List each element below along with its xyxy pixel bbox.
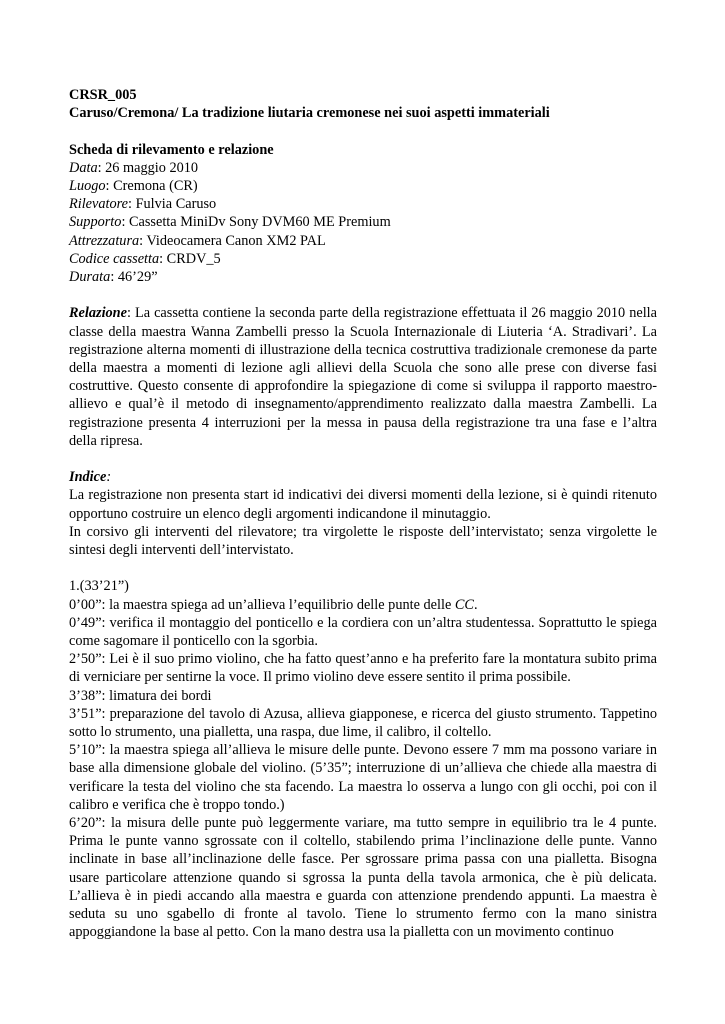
document-title: Caruso/Cremona/ La tradizione liutaria cremonese nei suoi aspetti immateriali	[69, 105, 550, 122]
entry-0250: 2’50”: Lei è il suo primo violino, che ha fatto quest’anno e ha preferito fare la montatura subito prima di verniciare per sentirne la voce. Il primo violino deve essere sentito il prima possibile.	[69, 651, 657, 686]
entry-0000: 0’00”: la maestra spiega ad un’allieva l’equilibrio delle punte delle CC.	[69, 596, 478, 613]
indice-intro-1: La registrazione non presenta start id indicativi dei diversi momenti della lezione, si è quindi ritenuto opportuno costruire un elenco degli argomenti indicandone il minutaggio.	[69, 487, 657, 522]
entry-0510: 5’10”: la maestra spiega all’allieva le misure delle punte. Devono essere 7 mm ma possono variare in base alla dimensione globale del violino. (5’35”; interruzione di un’allieva che chiede alla maestra di verificare la testa del violino che sta facendo. La maestra lo osserva a lungo con gli occhi, poi con il calibro e verifica che è troppo tondo.)	[69, 742, 657, 813]
field-supporto: Supporto: Cassetta MiniDv Sony DVM60 ME Premium	[69, 214, 391, 231]
entry-0338: 3’38”: limatura dei bordi	[69, 687, 212, 704]
indice-heading: Indice:	[69, 469, 112, 486]
field-data: Data: 26 maggio 2010	[69, 159, 199, 176]
document-page	[69, 86, 657, 941]
scheda-fields	[69, 159, 657, 286]
document-code: CRSR_005	[69, 87, 137, 103]
field-codice-cassetta: Codice cassetta: CRDV_5	[69, 250, 221, 267]
scheda-heading: Scheda di rilevamento e relazione	[69, 141, 274, 158]
section-1-title: 1.(33’21”)	[69, 578, 129, 595]
field-luogo: Luogo: Cremona (CR)	[69, 178, 198, 194]
relazione-label: Relazione	[69, 305, 127, 322]
field-attrezzatura: Attrezzatura: Videocamera Canon XM2 PAL	[69, 232, 326, 249]
indice-intro-2: In corsivo gli interventi del rilevatore; tra virgolette le risposte dell’intervistato; senza virgolette le sintesi degli interventi dell’intervistato.	[69, 523, 657, 559]
entry-0620: 6’20”: la misura delle punte può leggermente variare, ma tutto sempre in equilibrio tra le 4 punte. Prima le punte vanno sgrossate con il coltello, stabilendo prima l’inclinazione delle punte. Vanno inclinate in base all’inclinazione delle fasce. Per sgrossare prima passa con una pialletta. Bisogna usare particolare attenzione quando si sgrossa la punta della tavola armonica, che è più delicata. L’allieva è in piedi accando alla maestra e guarda con attenzione prendendo appunti. La maestra è seduta su uno sgabello di fronte al tavolo. Tiene lo strumento fermo con la mano sinistra appoggiandone la base al petto. Con la mano destra usa la pialletta con un movimento continuo	[69, 815, 657, 941]
field-durata: Durata: 46’29”	[69, 269, 158, 286]
entry-0049: 0’49”: verifica il montaggio del ponticello e la cordiera con un’altra studentessa. Soprattutto le spiega come sagomare il ponticello con la sgorbia.	[69, 614, 657, 650]
entry-0351: 3’51”: preparazione del tavolo di Azusa, allieva giapponese, e ricerca del giusto strumento. Tappetino sotto lo strumento, una pialletta, una raspa, due lime, il calibro, il coltello.	[69, 705, 657, 741]
relazione-paragraph: Relazione: La cassetta contiene la seconda parte della registrazione effettuata il 26 maggio 2010 nella classe della maestra Wanna Zambelli presso la Scuola Internazionale di Liuteria ‘A. Stradivari’. La registrazione alterna momenti di illustrazione della tecnica costruttiva tradizionale cremonese da parte della maestra a momenti di lezione agli allievi della Scuola che sono alle prese con diverse fasi costruttive. Questo consente di approfondire la spiegazione di come si sviluppa il rapporto maestro-allievo e qual’è il metodo di insegnamento/apprendimento realizzato dalla maestra Zambelli. La registrazione presenta 4 interruzioni per la messa in pausa della registrazione tra una fase e l’altra della ripresa.	[69, 305, 657, 449]
field-rilevatore: Rilevatore: Fulvia Caruso	[69, 196, 217, 213]
